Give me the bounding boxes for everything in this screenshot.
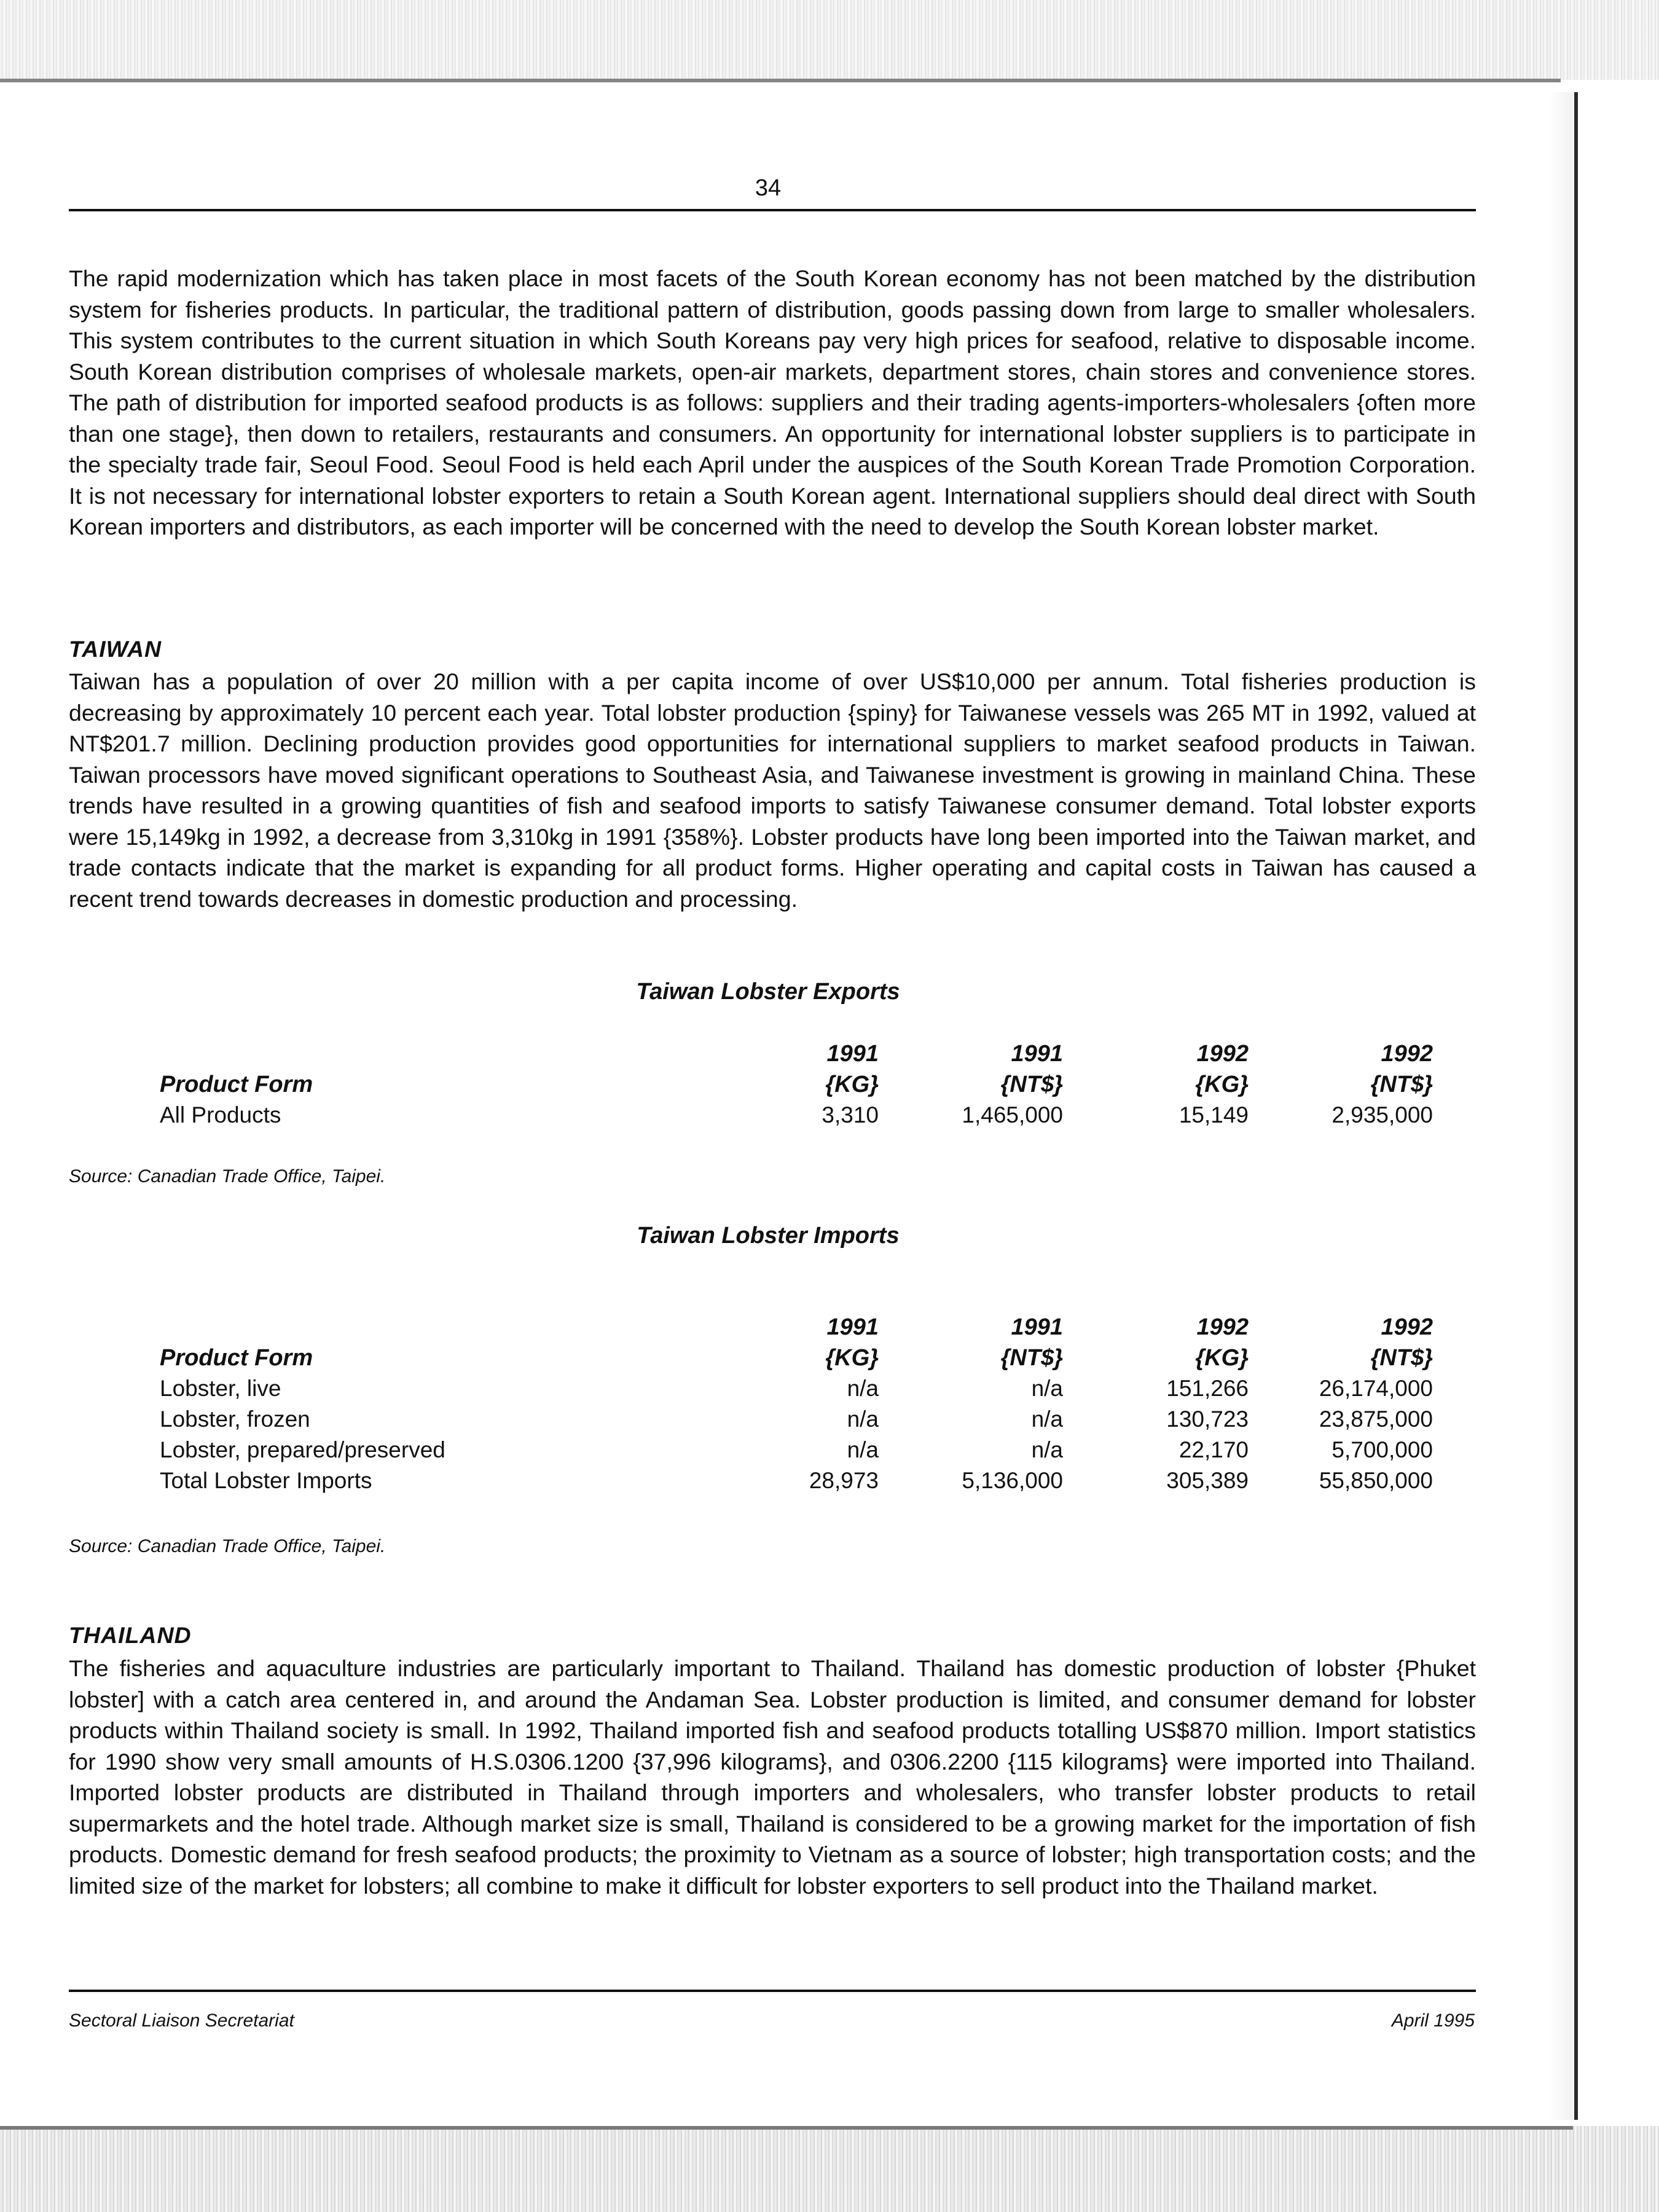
table-cell: Lobster, live [160,1376,281,1401]
thailand-paragraph: The fisheries and aquaculture industries are particularly important to Thailand. Thailand has domestic production of lobster {Phuket lobster] with a catch area centered in, and around the Andaman Sea. Lobster production is limited, and consumer demand for lobster products within Thailand society is small. In 1992, Thailand imported fish and seafood products totalling US$870 million. Import statistics for 1990 show very small amounts of H.S.0306.1200 {37,996 kilograms}, and 0306.2200 {115 kilograms} were imported into Thailand. Imported lobster products are distributed in Thailand through importers and wholesalers, who transfer lobster products to retail supermarkets and the hotel trade. Although market size is small, Thailand is considered to be a growing market for the importation of fish products. Domestic demand for fresh seafood products; the proximity to Vietnam as a source of lobster; high transportation costs; and the limited size of the market for lobsters; all combine to make it difficult for lobster exporters to sell product into the Thailand market. [69,1655,1476,1899]
table-cell: 130,723 [1166,1406,1249,1432]
header-cell: 1991 [826,1314,879,1340]
imports-header-years [69,1312,1476,1343]
table-cell: 5,700,000 [1332,1437,1433,1462]
table-cell: n/a [847,1437,879,1462]
table-cell: n/a [847,1406,879,1432]
table-cell: Total Lobster Imports [160,1468,372,1493]
table-cell: 22,170 [1179,1437,1249,1462]
scan-top-edge [0,0,1659,80]
header-cell: {KG} [1195,1072,1249,1097]
table-cell: 151,266 [1166,1376,1249,1401]
table-cell: Lobster, frozen [160,1406,310,1432]
table-row [69,1435,1476,1465]
table-row [69,1373,1476,1404]
exports-table [69,1038,1476,1131]
imports-source-note: Source: Canadian Trade Office, Taipei. [69,1536,386,1556]
header-cell: {KG} [825,1072,879,1097]
table-cell: 15,149 [1179,1102,1249,1128]
footer-rule [69,1990,1476,1992]
exports-source-note: Source: Canadian Trade Office, Taipei. [69,1166,386,1186]
table-row [69,1100,1476,1131]
header-cell: {NT$} [1370,1345,1433,1371]
table-cell: n/a [1031,1376,1063,1401]
thailand-heading: THAILAND [69,1622,192,1648]
header-cell: 1991 [826,1041,879,1067]
header-cell: {NT$} [1370,1072,1433,1097]
taiwan-heading: TAIWAN [69,636,162,662]
footer-date: April 1995 [1391,2010,1475,2031]
table-cell: n/a [1031,1437,1063,1462]
table-cell: 23,875,000 [1319,1406,1433,1432]
exports-header-years [69,1038,1476,1069]
table-cell: 1,465,000 [962,1102,1063,1128]
table-cell: 3,310 [822,1102,879,1128]
imports-header-units [69,1343,1476,1373]
table-cell: 305,389 [1166,1468,1249,1493]
scan-bottom-edge [0,2126,1659,2212]
header-cell: 1992 [1196,1041,1249,1067]
table-cell: Lobster, prepared/preserved [160,1437,445,1462]
table-cell: 55,850,000 [1319,1468,1433,1493]
header-cell: {KG} [1195,1345,1249,1371]
page-number: 34 [755,175,782,201]
header-cell: Product Form [160,1072,313,1097]
header-cell: 1991 [1011,1314,1063,1340]
table-cell: 5,136,000 [962,1468,1063,1493]
header-cell: Product Form [160,1345,313,1371]
header-cell: {NT$} [1000,1072,1063,1097]
page-right-edge [1574,92,1578,2120]
table-cell: n/a [1031,1406,1063,1432]
exports-header-units [69,1069,1476,1100]
header-rule [69,209,1476,211]
exports-table-title: Taiwan Lobster Exports [636,979,900,1005]
table-row [69,1404,1476,1435]
table-cell: 2,935,000 [1332,1102,1433,1128]
imports-table-title: Taiwan Lobster Imports [637,1223,900,1249]
header-cell: 1992 [1381,1314,1433,1340]
table-cell: n/a [847,1376,879,1401]
footer-publisher: Sectoral Liaison Secretariat [69,2010,294,2031]
table-cell: All Products [160,1102,281,1128]
header-cell: {KG} [825,1345,879,1371]
page-edge-shadow [1548,92,1573,2120]
header-cell: 1991 [1011,1041,1063,1067]
table-row [69,1465,1476,1496]
imports-table [69,1312,1476,1496]
header-cell: {NT$} [1000,1345,1063,1371]
table-cell: 28,973 [809,1468,879,1493]
header-cell: 1992 [1196,1314,1249,1340]
header-cell: 1992 [1381,1041,1433,1067]
table-cell: 26,174,000 [1319,1376,1433,1401]
korea-paragraph: The rapid modernization which has taken place in most facets of the South Korean economy has not been matched by the distribution system for fisheries products. In particular, the traditional pattern of distribution, goods passing down from large to smaller wholesalers. This system contributes to the current situation in which South Koreans pay very high prices for seafood, relative to disposable income. South Korean distribution comprises of wholesale markets, open-air markets, department stores, chain stores and convenience stores. The path of distribution for imported seafood products is as follows: suppliers and their trading agents-importers-wholesalers {often more than one stage}, then down to retailers, restaurants and consumers. An opportunity for international lobster suppliers is to participate in the specialty trade fair, Seoul Food. Seoul Food is held each April under the auspices of the South Korean Trade Promotion Corporation. It is not necessary for international lobster exporters to retain a South Korean agent. International suppliers should deal direct with South Korean importers and distributors, as each importer will be concerned with the need to develop the South Korean lobster market. [69,265,1476,539]
taiwan-paragraph: Taiwan has a population of over 20 million with a per capita income of over US$10,000 per annum. Total fisheries production is decreasing by approximately 10 percent each year. Total lobster production {spiny} for Taiwanese vessels was 265 MT in 1992, valued at NT$201.7 million. Declining production provides good opportunities for international suppliers to market seafood products in Taiwan. Taiwan processors have moved significant operations to Southeast Asia, and Taiwanese investment is growing in mainland China. These trends have resulted in a growing quantities of fish and seafood imports to satisfy Taiwanese consumer demand. Total lobster exports were 15,149kg in 1992, a decrease from 3,310kg in 1991 {358%}. Lobster products have long been imported into the Taiwan market, and trade contacts indicate that the market is expanding for all product forms. Higher operating and capital costs in Taiwan has caused a recent trend towards decreases in domestic production and processing. [69,669,1476,912]
